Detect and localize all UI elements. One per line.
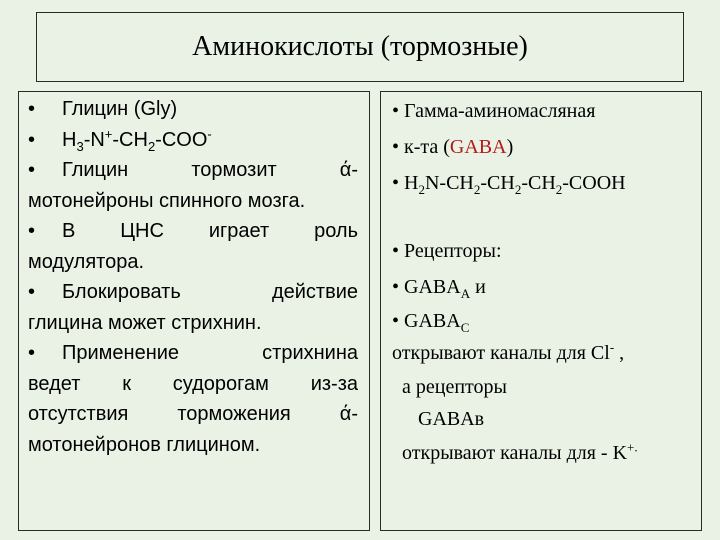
list-item: • В ЦНС играет роль модулятора. (28, 220, 358, 273)
list-item: • Блокировать действие глицина может стрихнин. (28, 281, 358, 334)
title-box (36, 12, 684, 82)
list-item: • Глицин (Gly) (28, 98, 178, 120)
glycine-formula: • $H_3-N^+-CH_2-COO^-$ (28, 125, 212, 154)
list-item: • Гамма-аминомасляная (392, 100, 596, 122)
list-item: • к-та (GABA) (392, 136, 514, 158)
list-item: • Рецепторы: (392, 240, 502, 262)
list-item: GABAв (418, 408, 485, 430)
list-item: • Глицин тормозит ά- мотонейроны спинного мозга. (28, 159, 358, 212)
glycine-text (28, 94, 358, 460)
gaba-formula: • $H_2N-CH_2-CH_2-CH_2$-COOH (392, 172, 626, 197)
list-item: • $GABA_C$ (392, 310, 470, 335)
gaba-abbrev: GABA (449, 136, 507, 158)
list-item: • $GABA_A$ и (392, 276, 486, 301)
list-item: открывают каналы для - K+. (402, 439, 638, 464)
list-item: • Применение стрихнина ведет к судорогам из-за отсутствия торможения ά- мотонейронов глицином. (28, 342, 358, 456)
slide-title: Аминокислоты (тормозные) (192, 31, 528, 62)
list-item: а рецепторы (402, 376, 507, 398)
list-item: открывают каналы для Cl- , (392, 339, 625, 364)
